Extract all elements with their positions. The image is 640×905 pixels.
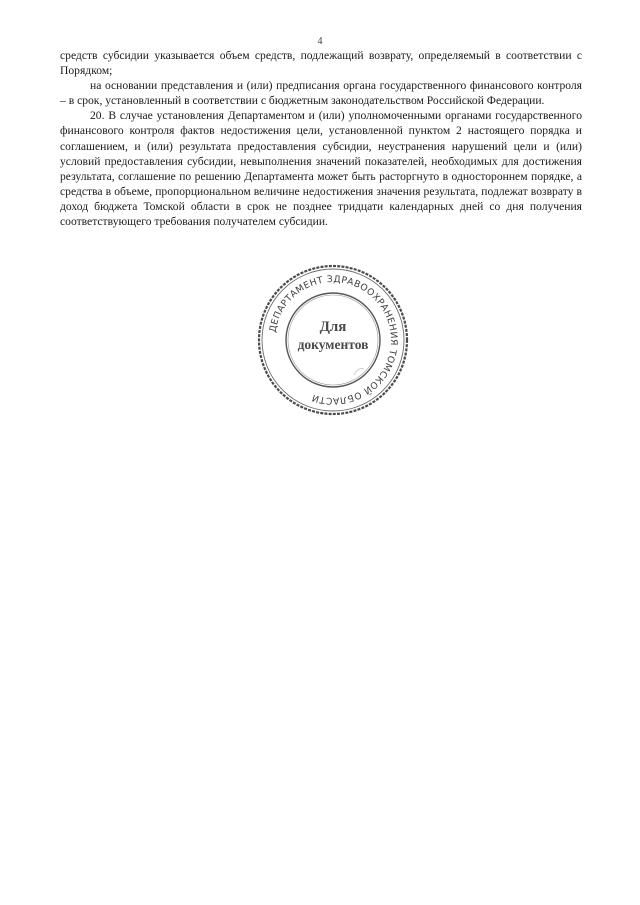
official-stamp — [256, 263, 410, 417]
stamp-center-line1: Для — [319, 319, 347, 335]
paragraph: на основании представления и (или) предписания органа государственного финансового контроля – в срок, установленный в соответствии с бюджетным законодательством Российской Федерации. — [60, 79, 582, 108]
stamp-ring-text: ДЕПАРТАМЕНТ ЗДРАВООХРАНЕНИЯ ТОМСКОЙ ОБЛАСТИ — [267, 273, 400, 407]
stamp-center-line2: документов — [297, 337, 369, 352]
paragraph: 20. В случае установления Департаментом и (или) уполномоченными органами государственного финансового контроля фактов недостижения цели, установленной пунктом 2 настоящего порядка и соглашением, и (или) результата предоставления субсидии, неустранения нарушений цели и (или) условий предоставления субсидии, невыполнения значений показателей, необходимых для достижения результата, соглашение по решению Департамента может быть расторгнуто в одностороннем порядке, а средства в объеме, пропорциональном величине недостижения значения результата, подлежат возврату в доход бюджета Томской области в срок не позднее тридцати календарных дней со дня получения соответствующего требования получателем субсидии. — [60, 109, 582, 229]
paragraph: средств субсидии указывается объем средств, подлежащий возврату, определяемый в соответствии с Порядком; — [60, 49, 582, 78]
page-number: 4 — [317, 36, 323, 47]
stamp-seal-icon — [256, 263, 410, 417]
document-body — [60, 48, 582, 229]
